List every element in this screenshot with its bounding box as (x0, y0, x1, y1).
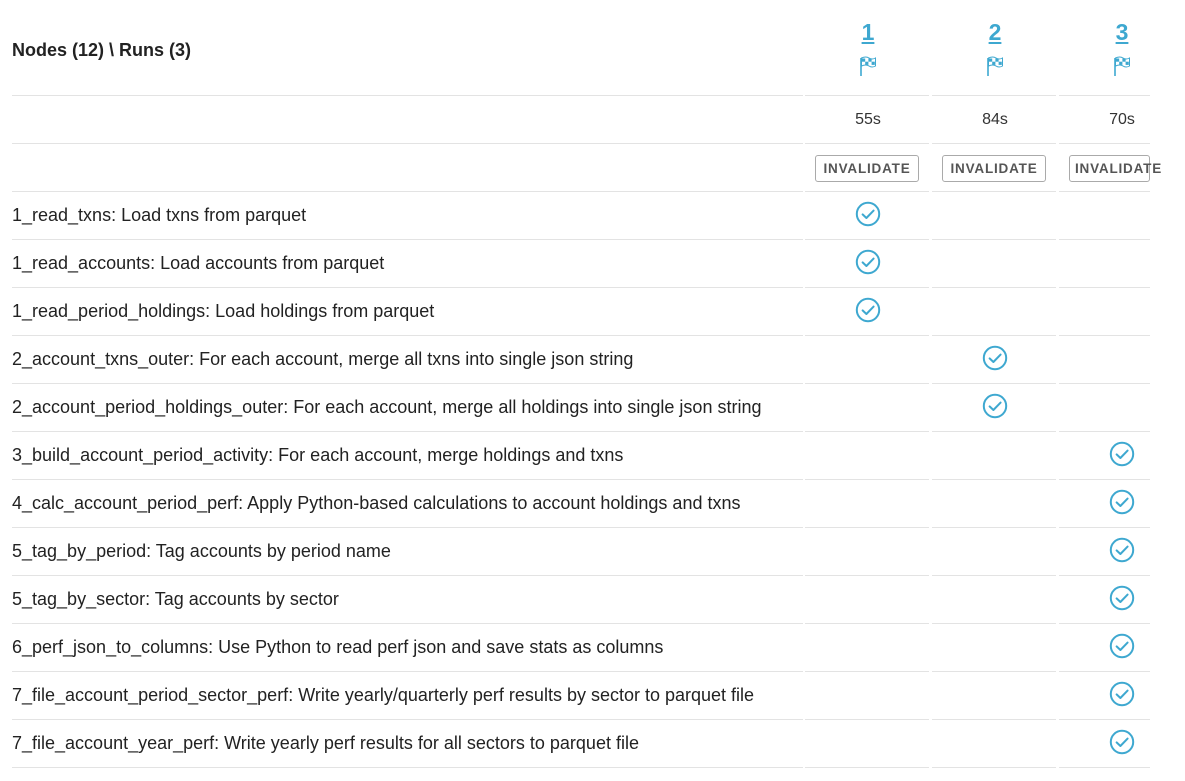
row-divider (12, 479, 803, 480)
row-divider (932, 671, 1056, 672)
row-divider (1059, 623, 1150, 624)
row-divider (1059, 479, 1150, 480)
check-circle-icon (1109, 681, 1135, 707)
row-divider (805, 335, 929, 336)
row-divider (1059, 95, 1150, 96)
run-link-1[interactable]: 1 (861, 19, 875, 45)
checkered-flag-icon (985, 54, 1005, 78)
node-label: 2_account_period_holdings_outer: For each account, merge all holdings into single json string (12, 397, 762, 417)
row-divider (932, 575, 1056, 576)
checkered-flag-icon (858, 54, 878, 78)
row-divider (932, 479, 1056, 480)
check-circle-icon (855, 249, 881, 275)
node-label: 1_read_accounts: Load accounts from parquet (12, 253, 385, 273)
check-circle-icon (1109, 489, 1135, 515)
check-circle-icon (1109, 729, 1135, 755)
row-divider (932, 383, 1056, 384)
row-divider (1059, 383, 1150, 384)
row-divider (12, 335, 803, 336)
row-divider (12, 239, 803, 240)
check-circle-icon (982, 345, 1008, 371)
invalidate-run-2-button[interactable]: INVALIDATE (942, 155, 1046, 182)
row-divider (932, 719, 1056, 720)
row-divider (12, 287, 803, 288)
row-divider (805, 95, 929, 96)
row-divider (932, 95, 1056, 96)
row-divider (12, 431, 803, 432)
row-divider (1059, 527, 1150, 528)
row-divider (805, 143, 929, 144)
row-divider (1059, 191, 1150, 192)
row-divider (805, 575, 929, 576)
run-header-3 (1059, 18, 1185, 78)
check-circle-icon (982, 393, 1008, 419)
check-circle-icon (1109, 633, 1135, 659)
run-duration-1: 55s (855, 111, 881, 128)
row-divider (805, 479, 929, 480)
row-divider (805, 191, 929, 192)
row-divider (932, 431, 1056, 432)
row-divider (1059, 431, 1150, 432)
row-divider (1059, 719, 1150, 720)
row-divider (12, 623, 803, 624)
row-divider (932, 335, 1056, 336)
row-divider (932, 143, 1056, 144)
row-divider (1059, 335, 1150, 336)
row-divider (12, 143, 803, 144)
row-divider (1059, 767, 1150, 768)
run-header-2 (932, 18, 1058, 78)
invalidate-run-3-button[interactable]: INVALIDATE (1069, 155, 1150, 182)
row-divider (1059, 287, 1150, 288)
row-divider (932, 527, 1056, 528)
matrix-corner-label: Nodes (12) \ Runs (3) (12, 40, 192, 60)
row-divider (12, 575, 803, 576)
row-divider (1059, 239, 1150, 240)
check-circle-icon (855, 297, 881, 323)
row-divider (12, 383, 803, 384)
row-divider (805, 671, 929, 672)
run-duration-2: 84s (982, 111, 1008, 128)
row-divider (805, 623, 929, 624)
row-divider (805, 431, 929, 432)
row-divider (12, 191, 803, 192)
row-divider (932, 239, 1056, 240)
row-divider (12, 527, 803, 528)
node-label: 5_tag_by_sector: Tag accounts by sector (12, 589, 339, 609)
row-divider (1059, 671, 1150, 672)
row-divider (12, 719, 803, 720)
row-divider (932, 191, 1056, 192)
check-circle-icon (1109, 537, 1135, 563)
row-divider (805, 719, 929, 720)
check-circle-icon (855, 201, 881, 227)
row-divider (12, 95, 803, 96)
node-label: 6_perf_json_to_columns: Use Python to read perf json and save stats as columns (12, 637, 664, 657)
row-divider (932, 767, 1056, 768)
node-label: 3_build_account_period_activity: For each account, merge holdings and txns (12, 445, 624, 465)
node-label: 1_read_txns: Load txns from parquet (12, 205, 307, 225)
invalidate-run-1-button[interactable]: INVALIDATE (815, 155, 919, 182)
row-divider (12, 671, 803, 672)
run-link-3[interactable]: 3 (1115, 19, 1129, 45)
node-label: 2_account_txns_outer: For each account, merge all txns into single json string (12, 349, 634, 369)
run-duration-3: 70s (1109, 111, 1135, 128)
row-divider (805, 239, 929, 240)
row-divider (12, 767, 803, 768)
node-label: 5_tag_by_period: Tag accounts by period name (12, 541, 391, 561)
row-divider (932, 287, 1056, 288)
row-divider (805, 527, 929, 528)
row-divider (1059, 575, 1150, 576)
node-label: 4_calc_account_period_perf: Apply Python-based calculations to account holdings and txns (12, 493, 741, 513)
row-divider (1059, 143, 1150, 144)
check-circle-icon (1109, 585, 1135, 611)
node-label: 7_file_account_period_sector_perf: Write yearly/quarterly perf results by sector to parquet file (12, 685, 755, 705)
run-link-2[interactable]: 2 (988, 19, 1002, 45)
row-divider (805, 383, 929, 384)
node-label: 1_read_period_holdings: Load holdings from parquet (12, 301, 435, 321)
row-divider (805, 767, 929, 768)
run-header-1 (805, 18, 931, 78)
node-label: 7_file_account_year_perf: Write yearly perf results for all sectors to parquet file (12, 733, 639, 753)
row-divider (932, 623, 1056, 624)
check-circle-icon (1109, 441, 1135, 467)
row-divider (805, 287, 929, 288)
checkered-flag-icon (1112, 54, 1132, 78)
